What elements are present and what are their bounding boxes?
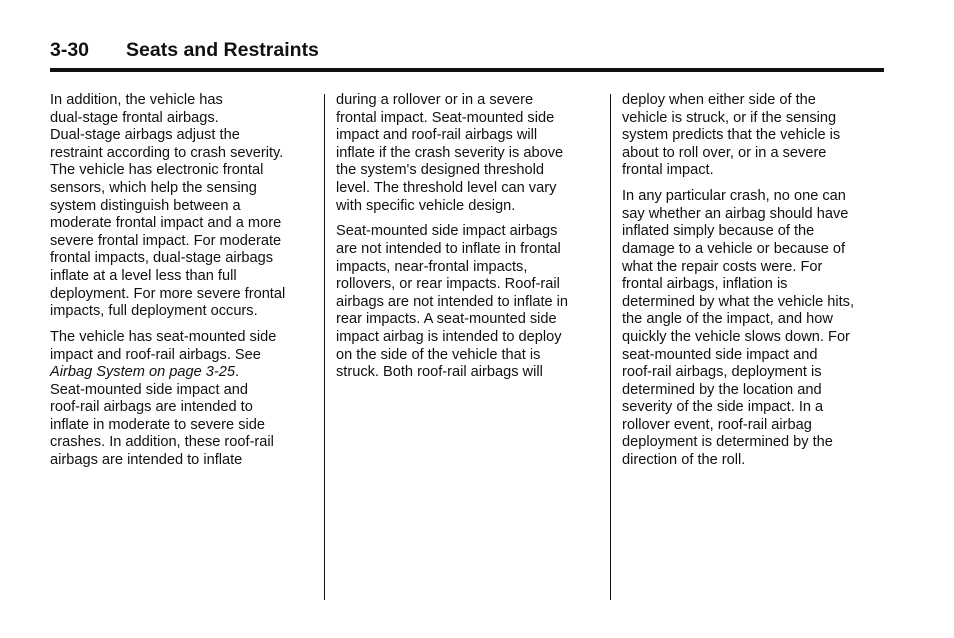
- text-line: inflate in moderate to severe side: [50, 416, 265, 433]
- text-line: system distinguish between a: [50, 197, 241, 214]
- text-line: restraint according to crash severity.: [50, 144, 284, 161]
- text-column-2: [336, 92, 600, 390]
- text-line: direction of the roll.: [622, 452, 746, 469]
- text-line: inflate if the crash severity is above: [336, 144, 564, 161]
- text-line: quickly the vehicle slows down. For: [622, 328, 850, 345]
- text-line: The vehicle has seat-mounted side: [50, 328, 277, 345]
- text-line: with specific vehicle design.: [336, 197, 516, 214]
- text-line: airbags are intended to inflate: [50, 452, 243, 469]
- text-line: on the side of the vehicle that is: [336, 346, 541, 363]
- text-line: rollover event, roof-rail airbag: [622, 416, 812, 433]
- text-line: the system's designed threshold: [336, 162, 545, 179]
- text-line: dual-stage frontal airbags.: [50, 109, 219, 126]
- text-line: impact airbag is intended to deploy: [336, 328, 562, 345]
- text-line: frontal impact.: [622, 162, 714, 179]
- text-line: roof-rail airbags, deployment is: [622, 364, 822, 381]
- text-line: airbags are not intended to inflate in: [336, 293, 569, 310]
- text-line: level. The threshold level can vary: [336, 179, 557, 196]
- text-line: rollovers, or rear impacts. Roof-rail: [336, 276, 560, 293]
- text-line: system predicts that the vehicle is: [622, 127, 841, 144]
- text-line: deploy when either side of the: [622, 92, 816, 108]
- paragraph: [622, 188, 884, 470]
- text-line: severe frontal impact. For moderate: [50, 232, 282, 249]
- text-line: struck. Both roof-rail airbags will: [336, 364, 543, 381]
- text-line: what the repair costs were. For: [622, 258, 823, 275]
- text-line: crashes. In addition, these roof-rail: [50, 434, 274, 451]
- text-line: Seat-mounted side impact and: [50, 381, 248, 398]
- text-line: the angle of the impact, and how: [622, 311, 833, 328]
- text-line: inflated simply because of the: [622, 223, 815, 240]
- text-line: rear impacts. A seat-mounted side: [336, 311, 557, 328]
- paragraph: [50, 329, 318, 470]
- text-line: impact and roof-rail airbags. See: [50, 346, 261, 363]
- text-line: seat-mounted side impact and: [622, 346, 818, 363]
- text-line: impacts, full deployment occurs.: [50, 303, 258, 320]
- page-header: [50, 38, 884, 72]
- text-line: deployment is determined by the: [622, 434, 833, 451]
- text-line: determined by the location and: [622, 381, 822, 398]
- text-line: inflate at a level less than full: [50, 267, 237, 284]
- text-line: sensors, which help the sensing: [50, 179, 257, 196]
- text-line: Seat-mounted side impact airbags: [336, 223, 558, 240]
- text-line: are not intended to inflate in frontal: [336, 240, 561, 257]
- text-line: determined by what the vehicle hits,: [622, 293, 855, 310]
- text-line: deployment. For more severe frontal: [50, 285, 286, 302]
- section-title: Seats and Restraints: [126, 39, 319, 61]
- text-line: impact and roof-rail airbags will: [336, 127, 538, 144]
- cross-reference-period: .: [234, 364, 240, 381]
- column-divider: [610, 94, 611, 600]
- column-divider: [324, 94, 325, 600]
- text-line: Dual-stage airbags adjust the: [50, 127, 240, 144]
- text-line: frontal impact. Seat-mounted side: [336, 109, 555, 126]
- text-line: vehicle is struck, or if the sensing: [622, 109, 837, 126]
- text-line: The vehicle has electronic frontal: [50, 162, 264, 179]
- cross-reference-text[interactable]: Airbag System on page 3-25: [50, 364, 235, 381]
- page-number: 3-30: [50, 39, 90, 61]
- text-column-3: [622, 92, 884, 478]
- paragraph: [622, 92, 884, 180]
- text-line: moderate frontal impact and a more: [50, 215, 282, 232]
- text-line: about to roll over, or in a severe: [622, 144, 827, 161]
- paragraph: [50, 92, 318, 321]
- paragraph: [336, 223, 600, 381]
- text-line: damage to a vehicle or because of: [622, 240, 846, 257]
- cross-reference-link[interactable]: [50, 364, 318, 382]
- text-column-1: [50, 92, 318, 478]
- text-line: impacts, near-frontal impacts,: [336, 258, 528, 275]
- text-line: roof-rail airbags are intended to: [50, 399, 253, 416]
- text-line: frontal airbags, inflation is: [622, 276, 788, 293]
- text-line: say whether an airbag should have: [622, 205, 849, 222]
- text-line: In addition, the vehicle has: [50, 92, 223, 108]
- paragraph: [336, 92, 600, 215]
- text-line: frontal impacts, dual-stage airbags: [50, 250, 274, 267]
- text-line: severity of the side impact. In a: [622, 399, 824, 416]
- text-line: during a rollover or in a severe: [336, 92, 534, 108]
- text-line: In any particular crash, no one can: [622, 188, 846, 205]
